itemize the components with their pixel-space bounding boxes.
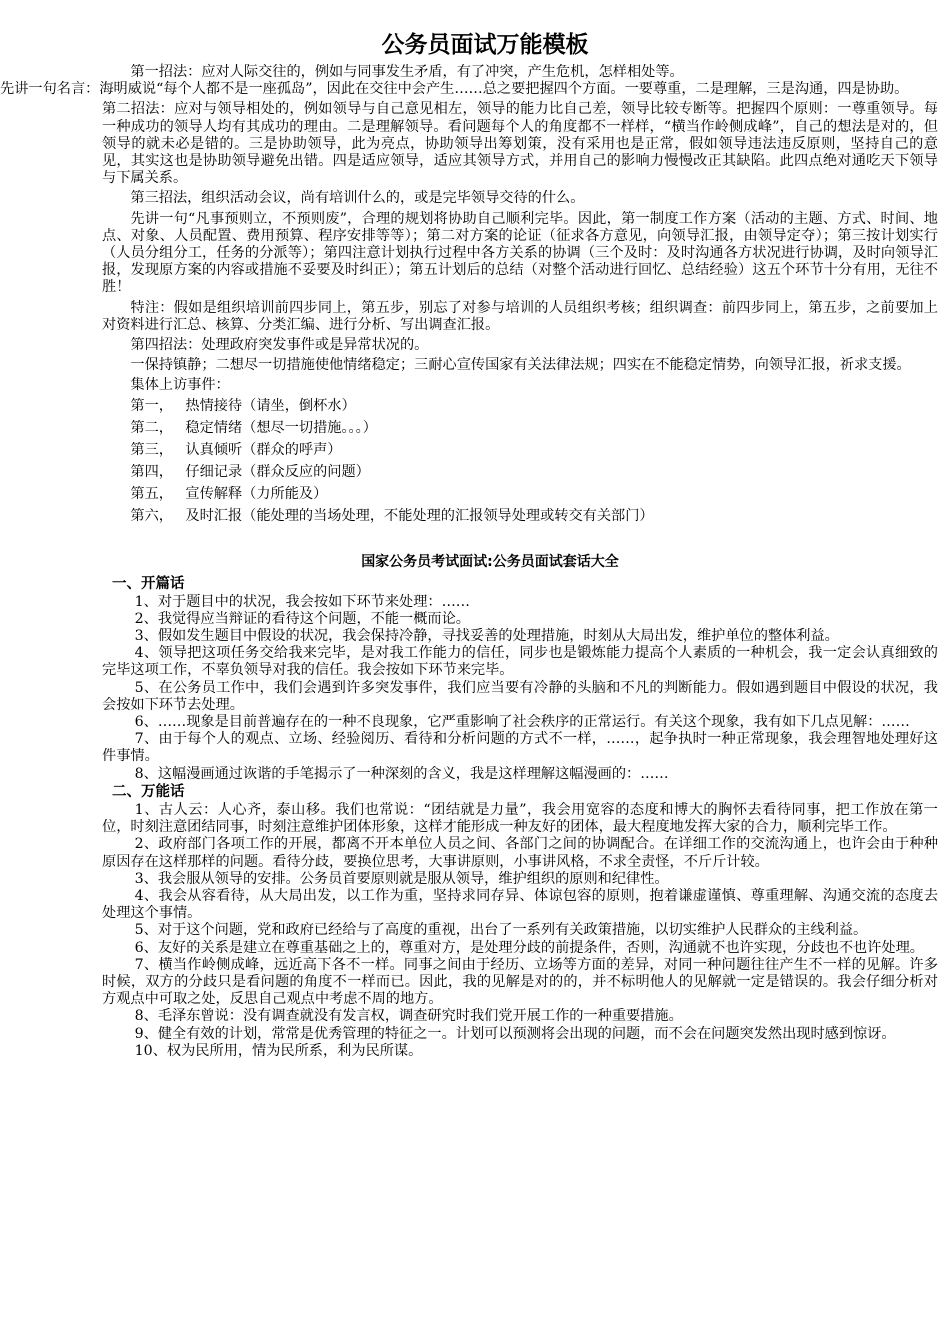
list-item: 2、我觉得应当辩证的看待这个问题，不能一概而论。 [134,610,470,627]
part-2-body [102,553,938,1060]
list-item: 5、在公务员工作中，我们会遇到许多突发事件，我们应当要有冷静的头脑和不凡的判断能力。假如遇到题目中假设的状况，我会按如下环节去处理。 [102,679,938,713]
list-item: 2、政府部门各项工作的开展，都离不开本单位人员之间、各部门之间的协调配合。在详细工作的交流沟通上，也许会由于种种原因存在这样那样的问题。看待分歧，要换位思考，大事讲原则，小事讲风格，不求全责怪，不斤斤计较。 [102,836,938,870]
list-item: 1、古人云：人心齐，泰山移。我们也常说：“团结就是力量”，我会用宽容的态度和博大的胸怀去看待同事，把工作放在第一位，时刻注意团结同事，时刻注意维护团体形象，这样才能形成一种友好的团体，最大程度地发挥大家的合力，顺利完毕工作。 [102,801,938,836]
paragraph-method-3-detail: 先讲一句“凡事预则立，不预则废”，合理的规划将协助自己顺利完毕。因此，第一制度工作方案（活动的主题、方式、时间、地点、对象、人员配置、费用预算、程序安排等等）；第二对方案的论证（征求各方意见，向领导汇报，由领导定夺）；第三按计划实行（人员分组分工，任务的分派等）；第四注意计划执行过程中各方关系的协调（三个及时：及时沟通各方状况进行协调，及时向领导汇报，发现原方案的内容或措施不妥要及时纠正）；第五计划后的总结（对整个活动进行回忆、总结经验）这五个环节十分有用，无往不胜！ [102,210,938,296]
list-item: 3、假如发生题目中假设的状况，我会保持冷静，寻找妥善的处理措施，时刻从大局出发，维护单位的整体利益。 [134,628,839,645]
paragraph-method-1: 第一招法：应对人际交往的，例如与同事发生矛盾，有了冲突，产生危机，怎样相处等。 [130,64,684,80]
paragraph-method-4: 第四招法：处理政府突发事件或是异常状况的。 [130,337,429,354]
list-item: 9、健全有效的计划，常常是优秀管理的特征之一。计划可以预测将会出现的问题，而不会在问题突发然出现时感到惊讶。 [134,1025,896,1042]
list-item: 6、……现象是目前普遍存在的一种不良现象，它严重影响了社会秩序的正常运行。有关这个现象，我有如下几点见解：…… [134,714,910,731]
list-item: 10、权为民所用，情为民所系，利为民所谋。 [134,1042,423,1059]
paragraph-method-1-detail: 先讲一句名言：海明威说“每个人都不是一座孤岛”，因此在交往中会产生……总之要把握四个方面。一要尊重，二是理解，三是沟通，四是协助。 [0,81,909,98]
section-title: 国家公务员考试面试:公务员面试套话大全 [361,553,619,570]
list-item: 7、横当作岭侧成峰，远近高下各不一样。同事之间由于经历、立场等方面的差异，对同一种问题往往产生不一样的见解。许多时候，双方的分歧只是看问题的角度不一样而已。因此，我的见解是对的的，并不标明他人的见解就一定是错误的。我会仔细分析对方观点中可取之处，反思自己观点中考虑不周的地方。 [102,956,938,1008]
list-item: 第六， 及时汇报（能处理的当场处理，不能处理的汇报领导处理或转交有关部门） [130,507,654,524]
list-item: 第三， 认真倾听（群众的呼声） [130,441,342,458]
list-item: 4、领导把这项任务交给我来完毕，是对我工作能力的信任，同步也是锻炼能力提高个人素质的一种机会，我一定会认真细致的完毕这项工作，不辜负领导对我的信任。我会按如下环节来完毕。 [102,645,938,679]
paragraph-special-note: 特注：假如是组织培训前四步同上，第五步，别忘了对参与培训的人员组织考核；组织调查：前四步同上，第五步，之前要加上对资料进行汇总、核算、分类汇编、进行分析、写出调查汇报。 [102,299,938,333]
paragraph-method-3: 第三招法，组织活动会议，尚有培训什么的，或是完毕领导交待的什么。 [130,190,585,207]
list-item: 8、毛泽东曾说：没有调查就没有发言权，调查研究时我们党开展工作的一种重要措施。 [134,1008,683,1025]
petition-steps-list [102,395,938,527]
list-item: 4、我会从容看待，从大局出发，以工作为重，坚持求同存异、体谅包容的原则，抱着谦虚谨慎、尊重理解、沟通交流的态度去处理这个事情。 [102,887,938,922]
list-item: 第四， 仔细记录（群众反应的问题） [130,463,370,480]
list-item: 3、我会服从领导的安排。公务员首要原则就是服从领导，维护组织的原则和纪律性。 [134,870,669,887]
list-item: 第一， 热情接待（请坐，倒杯水） [130,397,356,414]
list-item: 6、友好的关系是建立在尊重基础之上的，尊重对方，是处理分歧的前提条件，否则，沟通就不也许实现，分歧也不也许处理。 [134,939,924,956]
list-item: 1、对于题目中的状况，我会按如下环节来处理：…… [134,593,470,610]
subsection-title-universal: 二、万能话 [112,783,185,800]
list-item: 第五， 宣传解释（力所能及） [130,485,328,502]
list-item: 7、由于每个人的观点、立场、经验阅历、看待和分析问题的方式不一样，……，起争执时一种正常现象，我会理智地处理好这件事情。 [102,731,938,765]
paragraph-method-4-detail: 一保持镇静；二想尽一切措施使他情绪稳定；三耐心宣传国家有关法律法规；四实在不能稳定情势，向领导汇报，祈求支援。 [130,357,911,374]
paragraph-group-petition: 集体上访事件： [130,377,230,394]
part-1-body [0,64,938,527]
list-item: 8、这幅漫画通过诙谐的手笔揭示了一种深刻的含义，我是这样理解这幅漫画的：…… [134,765,669,782]
paragraph-method-2: 第二招法：应对与领导相处的，例如领导与自己意见相左，领导的能力比自己差，领导比较专断等。把握四个原则：一尊重领导。每一种成功的领导人均有其成功的理由。二是理解领导。看问题每个人的角度都不一样样，“横当作岭侧成峰”，自己的想法是对的，但领导的就未必是错的。三是协助领导，此为亮点，协助领导出筹划策，没有采用也是正常，假如领导违法违反原则，坚持自己的意见，其实这也是协助领导避免出错。四是适应领导，适应其领导方式，并用自己的影响力慢慢改正其缺陷。此四点绝对通吃天下领导与下属关系。 [102,101,938,187]
list-item: 5、对于这个问题，党和政府已经给与了高度的重视，出台了一系列有关政策措施，以切实维护人民群众的主线利益。 [134,922,868,939]
list-item: 第二， 稳定情绪（想尽一切措施。。。） [130,419,377,436]
subsection-title-opening: 一、开篇话 [112,575,185,592]
document-title: 公务员面试万能模板 [381,32,589,58]
